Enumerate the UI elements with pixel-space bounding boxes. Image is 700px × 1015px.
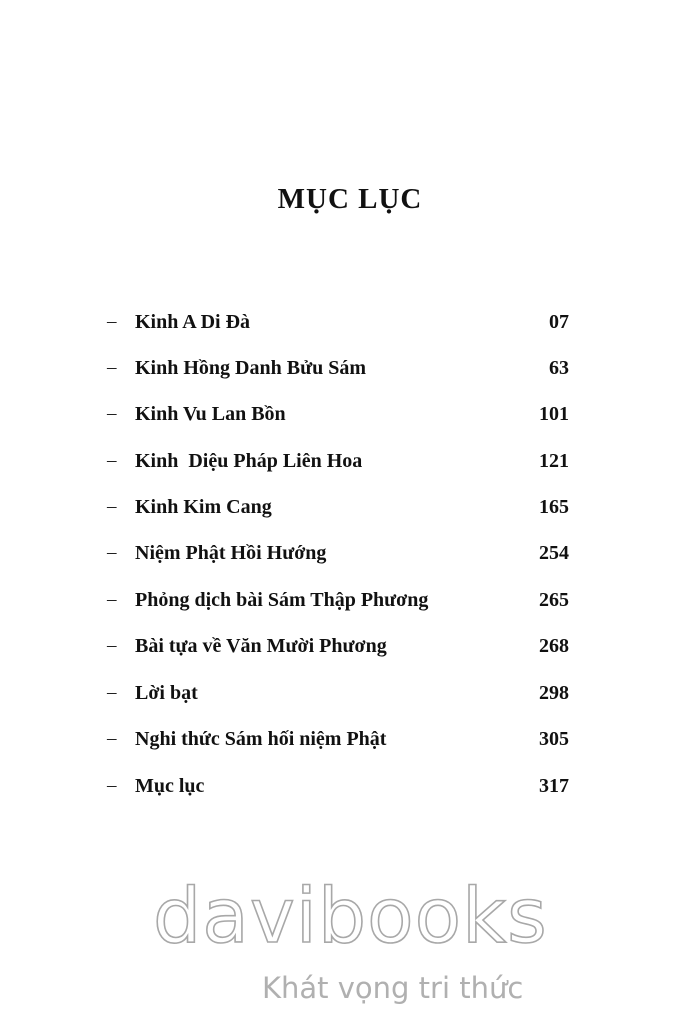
toc-dash: – (107, 403, 117, 424)
toc-entry (0, 450, 700, 480)
publisher-watermark (0, 871, 700, 1008)
toc-entry-page-number: 07 (549, 311, 569, 333)
toc-entry (0, 403, 700, 433)
watermark-tagline: Khát vọng tri thức (262, 971, 524, 1005)
toc-entry (0, 728, 700, 758)
toc-entry-page-number: 63 (549, 357, 569, 379)
toc-entry-page-number: 317 (539, 775, 569, 797)
toc-dash: – (107, 542, 117, 563)
toc-dash: – (107, 775, 117, 796)
toc-entry (0, 542, 700, 572)
toc-entry-title: Kinh Hồng Danh Bửu Sám (135, 357, 366, 379)
toc-entry-title: Lời bạt (135, 682, 198, 704)
toc-entry-page-number: 121 (539, 450, 569, 472)
watermark-brand: davibooks (153, 871, 548, 960)
toc-entry-page-number: 268 (539, 635, 569, 657)
toc-entry (0, 357, 700, 387)
toc-entry-page-number: 254 (539, 542, 569, 564)
toc-entry (0, 311, 700, 341)
toc-entry-page-number: 165 (539, 496, 569, 518)
toc-entry-title: Kinh Kim Cang (135, 496, 272, 518)
toc-entry-title: Kinh Vu Lan Bồn (135, 403, 286, 425)
toc-entry-title: Mục lục (135, 775, 205, 797)
toc-dash: – (107, 496, 117, 517)
toc-dash: – (107, 311, 117, 332)
toc-dash: – (107, 682, 117, 703)
toc-dash: – (107, 589, 117, 610)
toc-entry-page-number: 265 (539, 589, 569, 611)
toc-entry (0, 635, 700, 665)
toc-dash: – (107, 635, 117, 656)
toc-entry (0, 775, 700, 805)
toc-entry-title: Phỏng dịch bài Sám Thập Phương (135, 589, 429, 611)
toc-entry-title: Bài tựa về Văn Mười Phương (135, 635, 387, 657)
toc-dash: – (107, 728, 117, 749)
toc-entry-title: Niệm Phật Hồi Hướng (135, 542, 327, 564)
toc-entry (0, 496, 700, 526)
toc-entry-title: Nghi thức Sám hối niệm Phật (135, 728, 387, 750)
page-title: MỤC LỤC (277, 183, 423, 215)
toc-entry-title: Kinh Diệu Pháp Liên Hoa (135, 450, 363, 472)
toc-entry-page-number: 298 (539, 682, 569, 704)
toc-entry (0, 682, 700, 712)
toc-entry-page-number: 305 (539, 728, 569, 750)
toc-entry-title: Kinh A Di Đà (135, 311, 251, 333)
toc-dash: – (107, 450, 117, 471)
toc-entry (0, 589, 700, 619)
toc-dash: – (107, 357, 117, 378)
toc-entry-page-number: 101 (539, 403, 569, 425)
